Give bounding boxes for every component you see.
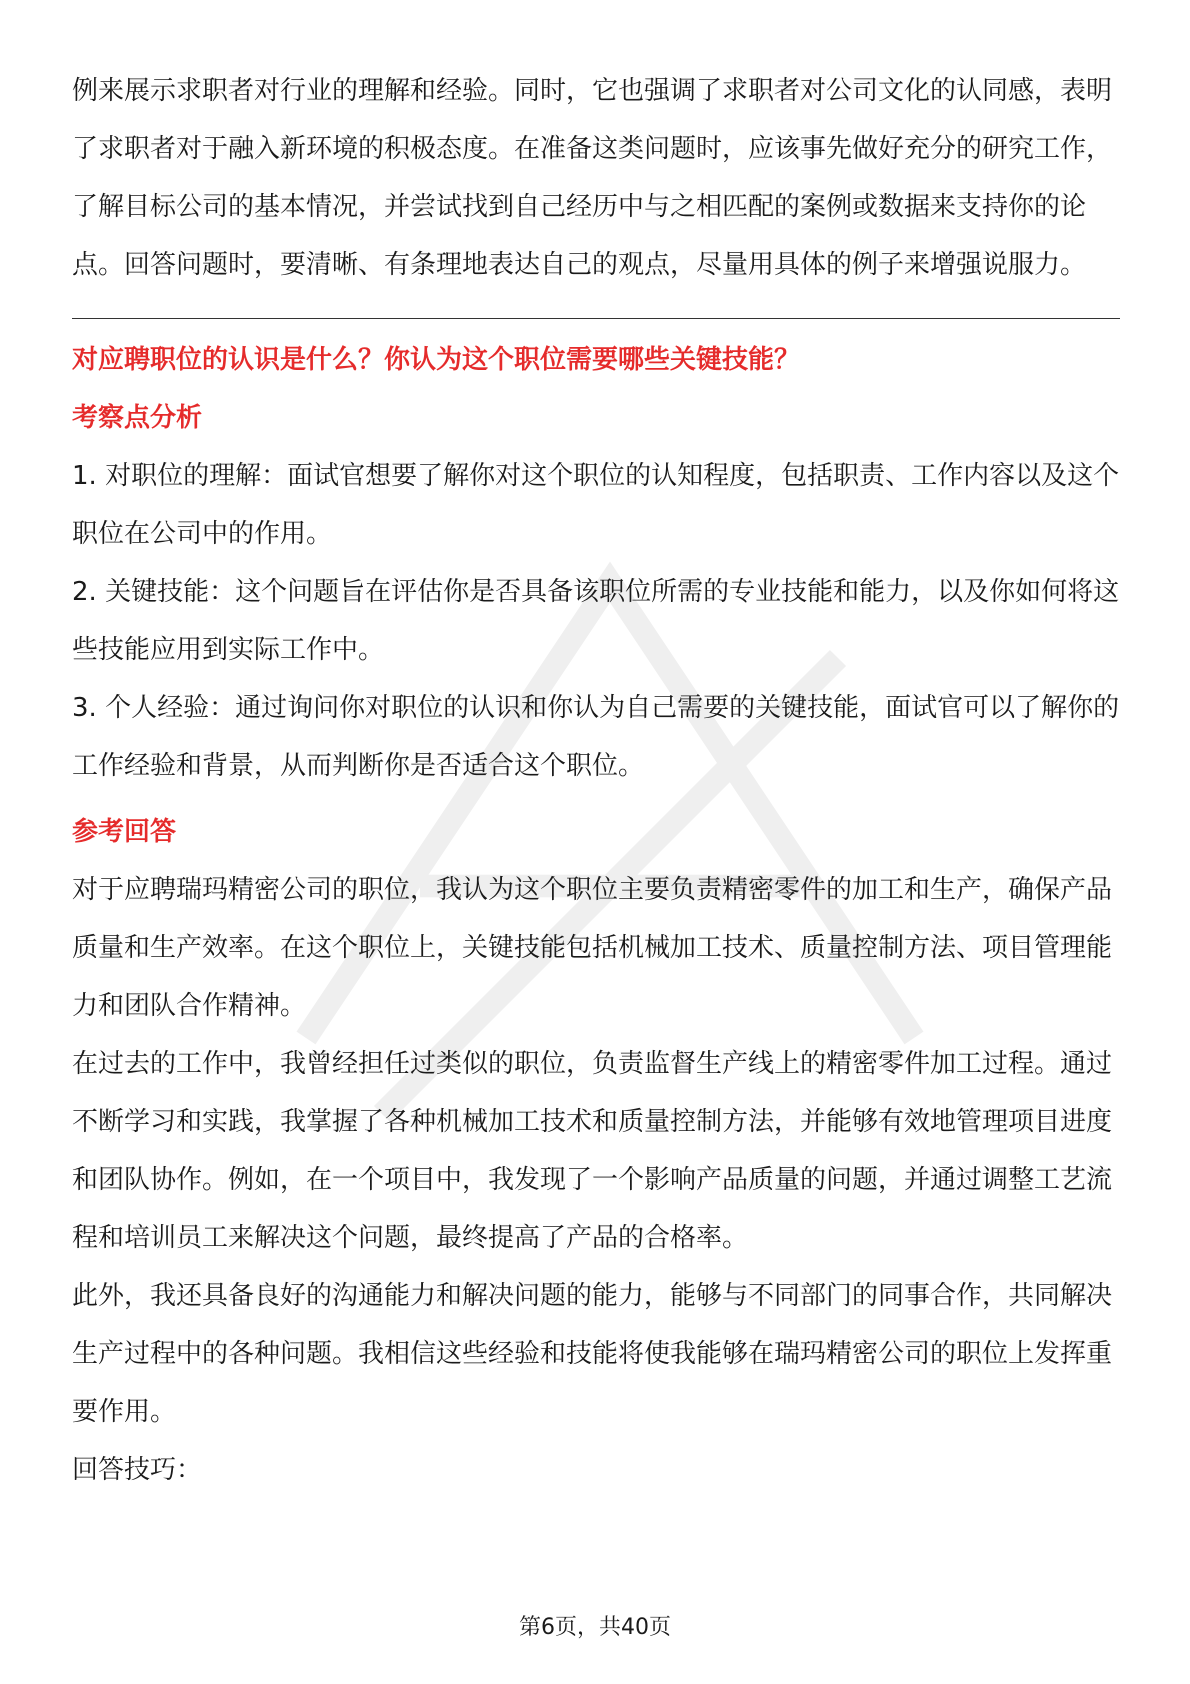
analysis-item: 1. 对职位的理解：面试官想要了解你对这个职位的认知程度，包括职责、工作内容以及这个职位在公司中的作用。 [72,461,1120,549]
analysis-item: 2. 关键技能：这个问题旨在评估你是否具备该职位所需的专业技能和能力，以及你如何将这些技能应用到实际工作中。 [72,577,1120,665]
analysis-title: 考察点分析 [72,403,203,433]
analysis-item: 3. 个人经验：通过询问你对职位的认识和你认为自己需要的关键技能，面试官可以了解你的工作经验和背景，从而判断你是否适合这个职位。 [72,693,1120,781]
question-heading: 对应聘职位的认识是什么？你认为这个职位需要哪些关键技能？ [72,345,801,375]
page-footer: 第6页，共40页 [519,1615,671,1640]
intro-paragraph: 例来展示求职者对行业的理解和经验。同时，它也强调了求职者对公司文化的认同感，表明了求职者对于融入新环境的积极态度。在准备这类问题时，应该事先做好充分的研究工作，了解目标公司的基本情况，并尝试找到自己经历中与之相匹配的案例或数据来支持你的论点。回答问题时，要清晰、有条理地表达自己的观点，尽量用具体的例子来增强说服力。 [72,76,1113,280]
answer-paragraph: 此外，我还具备良好的沟通能力和解决问题的能力，能够与不同部门的同事合作，共同解决生产过程中的各种问题。我相信这些经验和技能将使我能够在瑞玛精密公司的职位上发挥重要作用。 [72,1281,1113,1427]
answer-paragraph: 在过去的工作中，我曾经担任过类似的职位，负责监督生产线上的精密零件加工过程。通过不断学习和实践，我掌握了各种机械加工技术和质量控制方法，并能够有效地管理项目进度和团队协作。例如，在一个项目中，我发现了一个影响产品质量的问题，并通过调整工艺流程和培训员工来解决这个问题，最终提高了产品的合格率。 [72,1049,1113,1253]
answer-paragraph: 对于应聘瑞玛精密公司的职位，我认为这个职位主要负责精密零件的加工和生产，确保产品质量和生产效率。在这个职位上，关键技能包括机械加工技术、质量控制方法、项目管理能力和团队合作精神。 [72,875,1113,1021]
answer-tips-label: 回答技巧： [72,1455,203,1485]
section-divider [72,318,1120,319]
answer-title: 参考回答 [72,817,177,847]
document-page [72,62,1120,1499]
